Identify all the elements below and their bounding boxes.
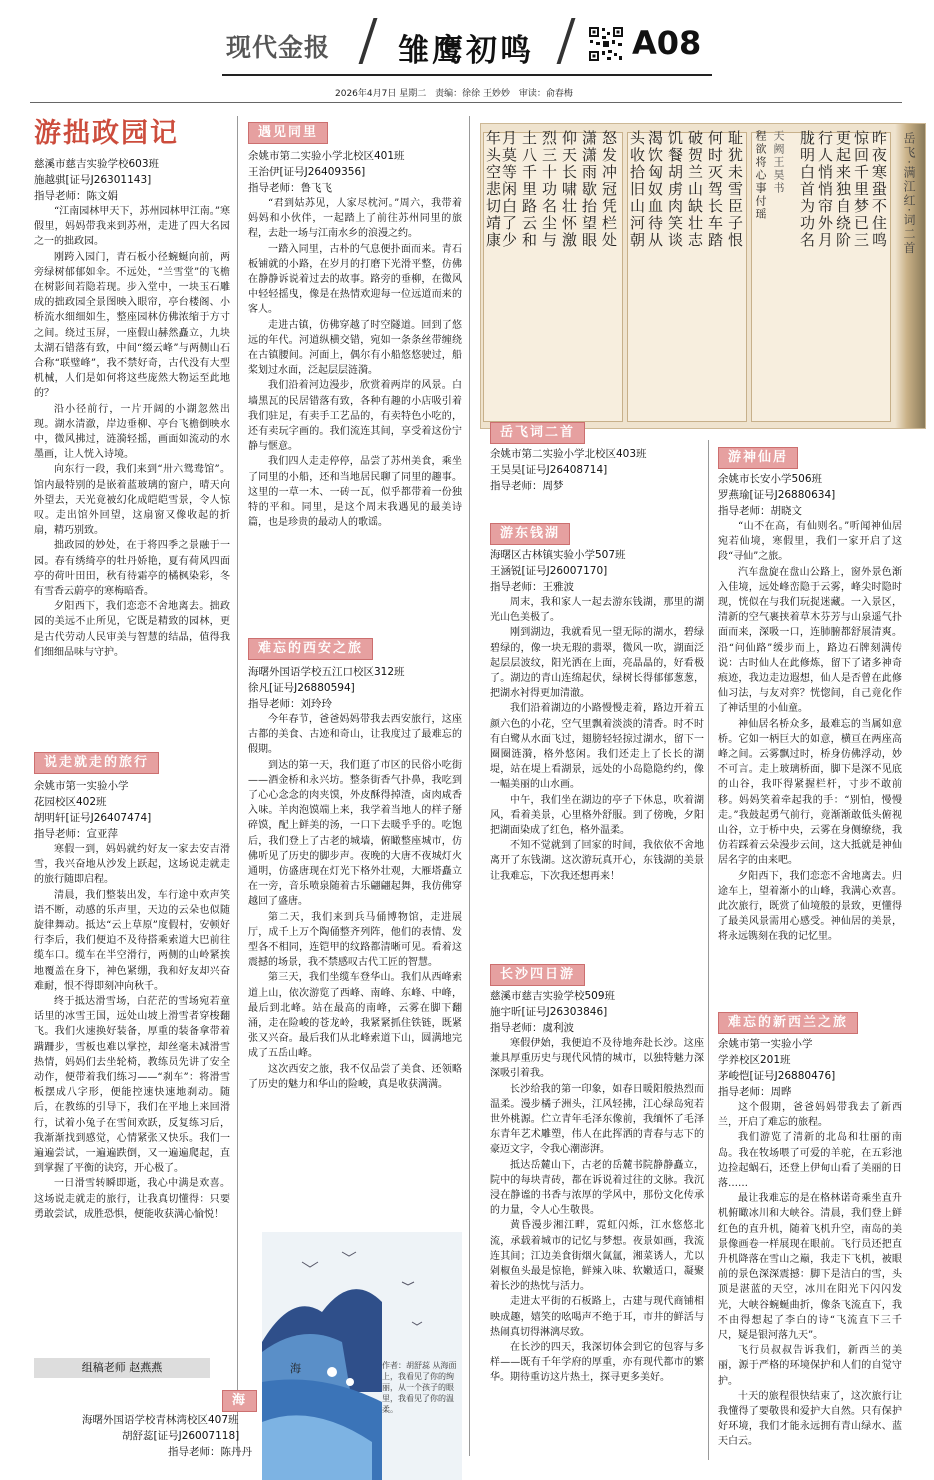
article-title: 难忘的西安之旅 xyxy=(248,638,373,660)
article-title: 游拙政园记 xyxy=(34,118,179,149)
article-author: 施越骐[证号J26301143] xyxy=(34,174,152,186)
article-author: 王涵锐[证号J26007170] xyxy=(490,565,608,577)
paragraph: 寒假伊始，我便迫不及待地奔赴长沙。这座兼具厚重历史与现代风情的城市，以独特魅力深深吸引着我。 xyxy=(490,1038,704,1080)
article-school-branch: 花园校区402班 xyxy=(34,796,107,808)
paragraph: 周末，我和家人一起去游东钱湖，那里的湖光山色美极了。 xyxy=(490,597,704,624)
calligraphy-column: 程欲将心事付瑶 xyxy=(754,130,767,221)
article-school: 余姚市第二实验小学北校区401班 xyxy=(248,150,405,162)
calligraphy-column: 更起来独自绕阶 xyxy=(834,130,852,249)
paragraph: 清晨，我们整装出发，车行途中欢声笑语不断，动感的乐声里，天边的云朵也似随旋律舞动。抵达“云上草原”度假村，安顿好行李后，我们便迫不及待搭乘索道大巴前往缆车口。缆车在半空滑行，两侧的山岭紧挨地覆盖在身下，神色紧绷，我和好友却兴奋难耐，恨不得即刻冲向秋千。 xyxy=(34,889,230,992)
page-editor: 责编：徐徐 王妙妙 xyxy=(435,89,510,99)
article-author: 罗燕瑜[证号J26880634] xyxy=(718,489,836,501)
paragraph: 一踏入同里，古朴的气息便扑面而来。青石板铺就的小路，在岁月的打磨下光滑平整，仿佛在静静诉说着过去的故事。路旁的垂柳，在微风中轻轻摇曳，像是在热情欢迎每一位远道而来的客人。 xyxy=(248,243,462,316)
article-newzealand xyxy=(718,1012,902,1470)
paragraph: 刚跨入园门，青石板小径蜿蜒向前，两旁绿树郁郁如伞。不远处，“兰雪堂”的飞檐在树影间若隐若现。步入堂中，一块玉石雕成的拙政园全景图映入眼帘，亭台楼阁、小桥流水细细如生，整座园林仿佛浓缩于方寸之间。绕过玉屏，一座假山赫然矗立，九块太湖石错落有致，中间“缀云峰”与两侧山石合称“联璧峰”，我不禁好奇，古代没有大型机械，人们是如何将这些庞然大物运至此地的？ xyxy=(34,251,230,400)
calligraphy-column: 行人悄悄帘外月 xyxy=(816,130,834,249)
article-teacher: 指导老师：王雅波 xyxy=(490,581,574,593)
calligraphy-signature: 天阙王昊书 xyxy=(772,130,785,195)
header-meta xyxy=(335,86,579,99)
paragraph: 寒假一到，妈妈就约好友一家去安吉滑雪，我兴奋地从沙发上跃起，这场说走就走的旅行随即启程。 xyxy=(34,844,230,886)
paragraph: 我们游览了清新的北岛和壮丽的南岛。我在牧场喂了可爱的羊驼，在五彩池边捡起蜗石，还登上伊甸山看了美丽的日落…… xyxy=(718,1132,902,1190)
article-teacher: 指导老师：陈文娟 xyxy=(34,190,118,202)
paragraph: 这次西安之旅，我不仅品尝了美食、还领略了历史的魅力和华山的险峻，真是收获满满。 xyxy=(248,1063,462,1090)
article-teacher: 指导老师：虞利波 xyxy=(490,1022,574,1034)
article-title: 游东钱湖 xyxy=(490,523,570,545)
header-rule-lower xyxy=(30,102,902,103)
sea-illustration xyxy=(262,1232,462,1480)
article-teacher: 指导老师：刘玲玲 xyxy=(248,698,332,710)
column-divider xyxy=(237,116,238,1456)
paragraph: 最让我难忘的是在格林诺奇乘坐直升机俯瞰冰川和大峡谷。清晨，我们登上鲜红色的直升机，随着飞机升空，南岛的美景像画卷一样展现在眼前。飞行员还把直升机降落在雪山之巅，我走下飞机，被眼前的景色深深震撼：脚下是洁白的雪，头顶是湛蓝的天空，冰川在阳光下闪闪发光，大峡谷蜿蜒曲折，像条飞流直下，我不由得想起了李白的诗“飞流直下三千尺，疑是银河落九天”。 xyxy=(718,1193,902,1342)
article-school: 海曙区古林镇实验小学507班 xyxy=(490,549,626,561)
article-title: 海 xyxy=(222,1390,257,1412)
paragraph: 第二天，我们来到兵马俑博物馆，走进展厅，成千上万个陶俑整齐列阵，他们的表情、发型各不相同，连铠甲的纹路都清晰可见。看着这震撼的场景，我不禁感叹古代工匠的智慧。 xyxy=(248,911,462,969)
calligraphy-column: 昨夜寒蛩不住鸣 xyxy=(870,130,888,249)
article-school: 慈溪市慈吉实验学校603班 xyxy=(34,158,160,170)
paragraph: 走进太平街的石板路上，古建与现代商铺相映成趣，嬉笑的吆喝声不绝于耳，市井的鲜活与热闹真切得淋漓尽致。 xyxy=(490,1296,704,1338)
article-author: 王昊昊[证号J26408714] xyxy=(490,464,608,476)
column-divider xyxy=(469,116,470,1456)
paragraph: 我们沿着湖边的小路慢慢走着，路边开着五颜六色的小花，空气里飘着淡淡的清香。时不时有白鹭从水面飞过，翅膀轻轻掠过湖水，留下一圈圈涟漪，格外悠闲。我们还走上了长长的湖堤，站在堤上看湖景，远处的小岛隐隐约约，像一幅美丽的山水画。 xyxy=(490,703,704,791)
paragraph: 向东行一段，我们来到“卅六鸳鸯馆”。馆内最特别的是嵌着蓝玻璃的窗户，晴天向外望去，天光竟被幻化成皑皑雪景，令人惊叹。走出馆外回望，这扇窗又像收起的折扇，精巧别致。 xyxy=(34,464,230,537)
article-shenxianju xyxy=(718,447,902,1004)
compiling-teacher: 组稿老师 赵燕燕 xyxy=(34,1358,210,1378)
article-title: 遇见同里 xyxy=(248,122,328,144)
paragraph: 长沙给我的第一印象，如春日暖阳般热烈而温柔。漫步橘子洲头，江风轻拂，江心绿岛宛若世外桃源。伫立青年毛泽东像前，我缅怀了毛泽东青年艺术雕塑，伟人在此挥洒的青春与志下的豪迈文字，令我心潮澎湃。 xyxy=(490,1083,704,1156)
article-teacher: 指导老师：陈丹丹 xyxy=(168,1446,252,1458)
article-teacher: 指导老师：周晔 xyxy=(718,1086,792,1098)
article-dongqianhu xyxy=(490,523,704,958)
paragraph: 这个假期，爸爸妈妈带我去了新西兰，开启了难忘的旅程。 xyxy=(718,1102,902,1129)
article-school: 余姚市第一实验小学 xyxy=(34,780,129,792)
article-school: 海曙外国语学校青林湾校区407班 xyxy=(82,1414,239,1426)
article-teacher: 指导老师：胡晓文 xyxy=(718,505,802,517)
article-teacher: 指导老师：鲁飞飞 xyxy=(248,182,332,194)
calligraphy-column: 潇潇雨歇抬望眼 xyxy=(580,130,598,249)
paragraph: 沿小径前行，一片开阔的小湖忽然出现。湖水清澈，岸边垂柳、亭台飞檐倒映水中，微风拂过，涟漪轻摇，画面如流动的水墨画，让人恍入诗境。 xyxy=(34,403,230,461)
calligraphy-column: 饥餐胡虏肉笑谈 xyxy=(666,130,684,249)
article-title: 岳飞词二首 xyxy=(490,422,585,444)
article-tongli xyxy=(248,122,462,628)
article-author: 施宇昕[证号J26303846] xyxy=(490,1006,608,1018)
article-teacher: 指导老师：周梦 xyxy=(490,480,564,492)
calligraphy-column: 惊回千里梦已三 xyxy=(852,130,870,249)
article-zhuozhengyuan xyxy=(34,118,230,742)
article-author: 胡舒蕊[证号J26007118] xyxy=(122,1430,240,1442)
column-divider xyxy=(708,440,709,1460)
article-title: 长沙四日游 xyxy=(490,964,585,986)
paragraph: 我们四人走走停停，品尝了苏州美食，乘坐了同里的小船，还和当地居民聊了同里的趣事。这里的一草一木、一砖一瓦，似乎都带着一份独特的平和。同里，是这个周末我遇见的最美诗篇，也是珍贵的最动人的歌谣。 xyxy=(248,456,462,529)
paragraph: 终于抵达滑雪场，白茫茫的雪场宛若童话里的冰雪王国，远处山坡上滑雪者穿梭翻飞。我们火速换好装备，厚重的装备拿带着蹒跚步，雪板也难以掌控，却丝毫未减滑雪热情，妈妈们去坐轮椅，教练员先讲了安全动作，便带着我们练习——“刹车”：将滑雪板摆成八字形，便能控速快速地刹动。随后，在教练的引导下，我们在平地上来回滑行，试着小兔子在雪间欢跃，反复练习后，我渐渐找到感觉，心情紧张又快乐。我们一遍遍尝试，一遍遍跌倒，又一遍遍爬起，直到掌握了平衡的诀窍，开心极了。 xyxy=(34,996,230,1175)
article-changsha xyxy=(490,964,704,1470)
paragraph: 在长沙的四天，我深切体会到它的包容与多样——既有千年学府的厚重，亦有现代都市的繁华。期待重访这片热土，探寻更多美好。 xyxy=(490,1342,704,1384)
calligraphy-column: 耻犹未雪臣子恨 xyxy=(726,130,744,249)
calligraphy-column: 头收拾旧山河朝 xyxy=(628,130,646,249)
paragraph: 不知不觉就到了回家的时间，我依依不舍地离开了东钱湖。这次游玩真开心，东钱湖的美景让我难忘，下次我还想再来！ xyxy=(490,840,704,882)
article-school-branch: 学养校区201班 xyxy=(718,1054,791,1066)
paragraph: 飞行员叔叔告诉我们，新西兰的美丽，源于严格的环境保护和人们的自觉守护。 xyxy=(718,1345,902,1387)
calligraphy-column: 年头空悲切靖康 xyxy=(484,130,502,249)
article-teacher: 指导老师：宣亚萍 xyxy=(34,828,118,840)
paragraph: 夕阳西下，我们恋恋不舍地离去。拙政园的美远不止所见，它既是精致的园林，更是古代劳动人民审美与智慧的结晶，值得我们细细品味与守护。 xyxy=(34,601,230,658)
calligraphy-column: 月莫等闲白了少 xyxy=(500,130,518,249)
article-title: 游神仙居 xyxy=(718,447,798,469)
article-author: 徐凡[证号J26880594] xyxy=(248,682,355,694)
article-travel xyxy=(34,752,230,1352)
paragraph: “山不在高，有仙则名。”听闻神仙居宛若仙境，寒假里，我们一家开启了这段“寻仙”之旅。 xyxy=(718,521,902,563)
paragraph: 黄昏漫步湘江畔，霓虹闪烁，江水悠悠北流，承载着城市的记忆与梦想。夜景如画，我流连其间；江边美食街烟火氤氲，湘菜诱人，尤以剁椒鱼头最是惊艳，鲜辣入味、软嫩适口，凝聚着长沙的热忱与活力。 xyxy=(490,1220,704,1293)
paragraph: 走进古镇，仿佛穿越了时空隧道。回到了悠远的年代。河道纵横交错，宛如一条条丝带缠绕在古镇腰间。河面上，偶尔有小船悠悠驶过，船桨划过水面，泛起层层涟漪。 xyxy=(248,319,462,377)
calligraphy-column: 怒发冲冠凭栏处 xyxy=(600,130,618,249)
article-school: 余姚市第二实验小学北校区403班 xyxy=(490,448,647,460)
paragraph: 神仙居名桥众多，最难忘的当属如意桥。它如一柄巨大的如意，横亘在两座高峰之间。云雾飘过时，桥身仿佛浮动，妙不可言。走上玻璃桥面，脚下是深不见底的山谷，我吓得紧握栏杆，寸步不敢前移。妈妈笑着牵起我的手：“别怕，慢慢走。”我鼓起勇气前行，竟渐渐敢低头俯视山谷，立于桥中央，云雾在身侧缭绕，我仿若踩着云朵漫步云间，这大抵就是神仙居名字的由来吧。 xyxy=(718,718,902,867)
article-author: 胡明轩[证号J26407474] xyxy=(34,812,152,824)
article-school: 余姚市第一实验小学 xyxy=(718,1038,813,1050)
paragraph: “君到姑苏见，人家尽枕河。”周六，我带着妈妈和小伙伴，一起踏上了前往苏州同里的旅程，去赴一场与江南水乡的浪漫之约。 xyxy=(248,198,462,240)
paragraph: 今年春节，爸爸妈妈带我去西安旅行，这座古都的美食、古迹和奇山，让我度过了最难忘的假期。 xyxy=(248,714,462,756)
article-school: 慈溪市慈吉实验学校509班 xyxy=(490,990,616,1002)
calligraphy-image xyxy=(480,123,926,429)
paragraph: 刚到湖边，我就看见一望无际的湖水，碧绿碧绿的，像一块无瑕的翡翠，微风一吹，湖面泛起层层波纹，阳光洒在上面，亮晶晶的，好看极了。湖边的青山连绵起伏，绿树长得郁郁葱葱，把湖水衬得更加清澈。 xyxy=(490,627,704,700)
calligraphy-column: 仰天长啸壮怀激 xyxy=(560,130,578,249)
paragraph: 拙政园的妙处，在于将四季之景融于一园。春有绣绮亭的牡丹娇艳，夏有荷风四面亭的荷叶田田，秋有待霜亭的橘枫染彩，冬有雪香云蔚亭的寒梅暗香。 xyxy=(34,540,230,598)
paragraph: 夕阳西下，我们恋恋不舍地离去。归途车上，望着渐小的山峰，我满心欢喜。此次旅行，既赏了仙境般的景致，更懂得了最美风景需用心感受。神仙居的美景，将永远镌刻在我的记忆里。 xyxy=(718,870,902,943)
header-divider xyxy=(557,18,576,64)
article-xian xyxy=(248,638,462,1226)
article-school: 海曙外国语学校五江口校区312班 xyxy=(248,666,405,678)
paragraph: “江南园林甲天下，苏州园林甲江南。”寒假里，妈妈带我来到苏州，走进了四大名园之一的拙政园。 xyxy=(34,206,230,248)
calligraphy-title: 岳飞·满江红·词二首 xyxy=(902,132,916,256)
article-title: 说走就走的旅行 xyxy=(34,752,159,774)
issue-date: 2026年4月7日 星期二 xyxy=(335,89,427,99)
paragraph: 抵达岳麓山下，古老的岳麓书院静静矗立，院中的每块青砖，都在诉说着过往的文脉。我沉浸在静谧的书香与浓厚的学风中，那份文化传承的力量，令人心生敬畏。 xyxy=(490,1159,704,1217)
paragraph: 我们沿着河边漫步，欣赏着两岸的风景。白墙黑瓦的民居错落有致，各种有趣的小店吸引着我们驻足，有卖手工艺品的，有卖特色小吃的，还有卖玩字画的。我们流连其间，享受着这份宁静与惬意。 xyxy=(248,380,462,453)
page-number: A08 xyxy=(632,24,702,62)
article-author: 王治伊[证号J26409356] xyxy=(248,166,366,178)
calligraphy-column: 烈三十功名尘与 xyxy=(540,130,558,249)
calligraphy-column: 胧明白首为功名 xyxy=(798,130,816,249)
calligraphy-column: 何时灭驾长车踏 xyxy=(706,130,724,249)
header-rule xyxy=(222,74,712,76)
paragraph: 中午，我们坐在湖边的亭子下休息，吹着湖风，看着美景，心里格外舒服。到了傍晚，夕阳把湖面染成了红色，格外温柔。 xyxy=(490,794,704,837)
header-divider xyxy=(359,18,378,64)
paragraph: 第三天，我们坐缆车登华山。我们从西峰索道上山，依次游览了西峰、南峰、东峰、中峰，最后到北峰。站在最高的南峰，云雾在脚下翻涌，走在险峻的苍龙岭，我紧紧抓住铁链，既紧张又兴奋。最后我们从北峰索道下山，圆满地完成了五岳山峰。 xyxy=(248,972,462,1060)
calligraphy-column: 破贺兰山缺壮志 xyxy=(686,130,704,249)
calligraphy-column: 土八千里路云和 xyxy=(520,130,538,249)
article-author: 茅峻恺[证号J26880476] xyxy=(718,1070,836,1082)
paragraph: 一日滑雪转瞬即逝，我心中满是欢喜。这场说走就走的旅行，让我真切懂得：只要勇敢尝试，成胜恐惧，便能收获满心愉悦！ xyxy=(34,1178,230,1220)
article-sea-meta xyxy=(82,1412,272,1460)
article-title: 难忘的新西兰之旅 xyxy=(718,1012,858,1034)
paragraph: 到达的第一天，我们逛了市区的民俗小吃街——酒金桥和永兴坊。整条街香气扑鼻，我吃到了心心念念的肉夹馍，外皮酥得掉渣，卤肉咸香入味。羊肉泡馍端上来，我学着当地人的样子掰碎馍，配上鲜美的汤，一口下去暖乎乎的。吃饱后，我们登上了古老的城墙，俯瞰整座城市，仿佛听见了历史的脚步声。夜晚的大唐不夜城灯火通明，仿盛唐现在灯光下格外壮观，大雁塔矗立在一旁，音乐喷泉随着古乐翩翩起舞，我仿佛穿越回了盛唐。 xyxy=(248,759,462,908)
section-title: 雏鹰初鸣 xyxy=(398,33,534,69)
poem-title: 海 xyxy=(290,1362,301,1375)
paragraph: 十天的旅程很快结束了，这次旅行让我懂得了要敬畏和爱护大自然。只有保护好环境，我们才能永远拥有青山绿水、蓝天白云。 xyxy=(718,1390,902,1448)
qr-code-icon xyxy=(588,26,624,62)
article-school: 余姚市长安小学506班 xyxy=(718,473,823,485)
article-yuefei xyxy=(490,422,704,494)
poem-text: 作者：胡舒蕊 从海面上，我看见了你的绚丽，从一个孩子的眼里，我看见了你的温柔。 xyxy=(382,1361,457,1414)
calligraphy-column: 渴饮匈奴血待从 xyxy=(646,130,664,249)
page-reviewer: 审读：俞春梅 xyxy=(518,89,573,99)
paragraph: 汽车盘旋在盘山公路上，窗外景色渐入佳境，远处峰峦隐于云雾，峰尖时隐时现，恍似在与我们玩捉迷藏。一入景区，清新的空气裹挟着草木芬芳与山泉遥气扑面而来，深吸一口，连肺腑都舒展清爽。沿“问仙路”缓步而上，路边石牌刻满传说：古时仙人在此修炼，留下了诸多神奇痕迹，我边走边遐想，仙人是否曾在此修仙习法，与友对弈？恍惚间，自己竟化作了神话里的小仙童。 xyxy=(718,566,902,715)
newspaper-name: 现代金报 xyxy=(226,33,331,62)
